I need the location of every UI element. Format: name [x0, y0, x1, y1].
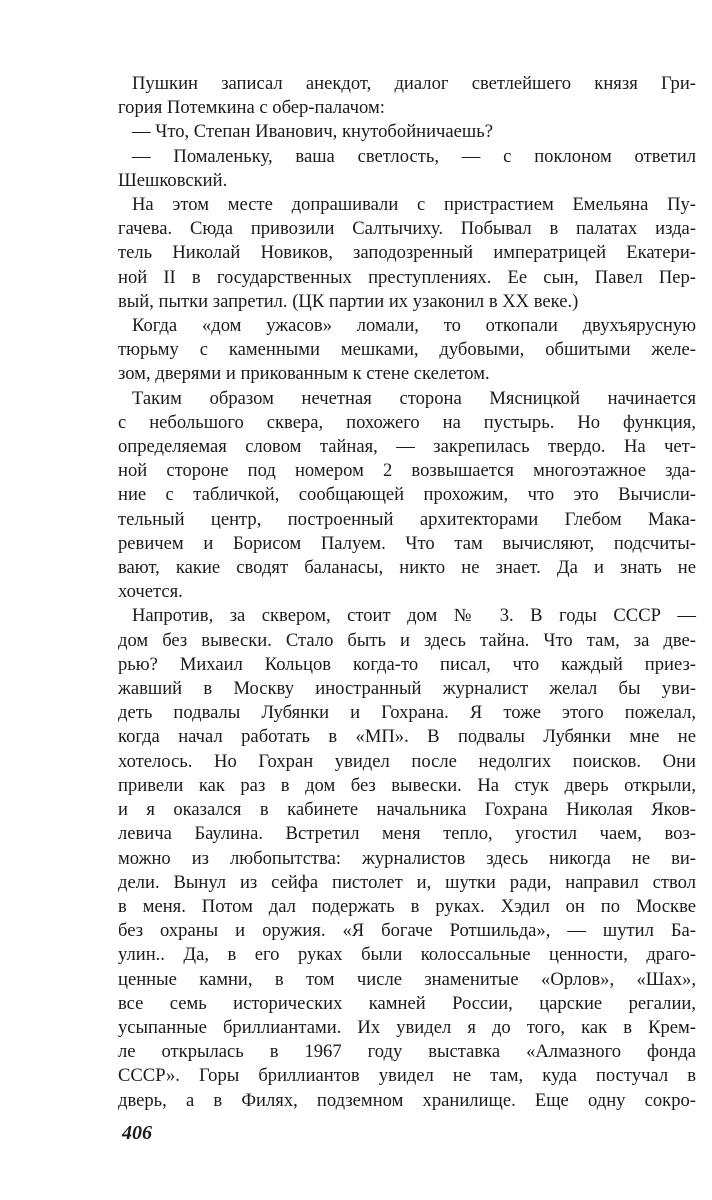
text-line: вый, пытки запретил. (ЦК партии их узаконил в XX веке.) [118, 290, 579, 312]
text-line: Пушкин записал анекдот, диалог светлейшего князя Гри- [132, 73, 696, 94]
text-line: — Помаленьку, ваша светлость, — с поклоном ответил [132, 145, 696, 167]
text-line: Когда «дом ужасов» ломали, то откопали двухъярусную [132, 315, 696, 337]
page-body [118, 72, 696, 1113]
text-line: усыпанные бриллиантами. Их увидел я до того, как в Крем- [118, 1016, 696, 1038]
text-line: тельный центр, построенный архитекторами Глебом Мака- [118, 508, 696, 530]
text-line: жавший в Москву иностранный журналист желал бы уви- [118, 678, 696, 700]
text-line: с небольшого сквера, похожего на пустырь. Но функция, [118, 411, 696, 433]
text-line: ной II в государственных преступлениях. Ее сын, Павел Пер- [118, 266, 696, 288]
text-line: ной стороне под номером 2 возвышается многоэтажное зда- [118, 460, 696, 482]
text-line: дели. Вынул из сейфа пистолет и, шутки ради, направил ствол [118, 871, 696, 893]
text-line: привели как раз в дом без вывески. На стук дверь открыли, [118, 774, 696, 796]
text-line: дверь, а в Филях, подземном хранилище. Еще одну сокро- [118, 1089, 696, 1111]
text-line: ценные камни, в том числе знаменитые «Орлов», «Шах», [118, 968, 696, 990]
text-line: в меня. Потом дал подержать в руках. Хэдил он по Москве [118, 895, 696, 917]
text-line: зом, дверями и прикованным к стене скелетом. [118, 363, 490, 385]
text-line: СССР». Горы бриллиантов увидел не там, куда постучал в [118, 1065, 696, 1087]
text-line: гория Потемкина с обер-палачом: [118, 97, 385, 119]
text-line: когда начал работать в «МП». В подвалы Лубянки мне не [118, 726, 696, 748]
text-line: левича Баулина. Встретил меня тепло, угостил чаем, воз- [118, 823, 696, 845]
text-line: все семь исторических камней России, царские регалии, [118, 992, 696, 1014]
text-line: деть подвалы Лубянки и Гохрана. Я тоже этого пожелал, [118, 702, 696, 724]
text-line: На этом месте допрашивали с пристрастием Емельяна Пу- [132, 194, 696, 216]
text-line: — Что, Степан Иванович, кнутобойничаешь? [132, 121, 493, 143]
text-line: Таким образом нечетная сторона Мясницкой начинается [132, 387, 696, 409]
text-line: и я оказался в кабинете начальника Гохрана Николая Яков- [118, 799, 696, 821]
text-line: хочется. [118, 581, 183, 603]
text-line: ние с табличкой, сообщающей прохожим, что это Вычисли- [118, 484, 696, 506]
text-line: без охраны и оружия. «Я богаче Ротшильда», — шутил Ба- [118, 920, 696, 942]
text-line: Напротив, за сквером, стоит дом № 3. В годы СССР — [132, 605, 696, 627]
text-line: Шешковский. [118, 169, 228, 191]
text-line: рью? Михаил Кольцов когда-то писал, что каждый приез- [118, 653, 696, 675]
text-line: дом без вывески. Стало быть и здесь тайна. Что там, за две- [118, 629, 696, 651]
text-line: тюрьму с каменными мешками, дубовыми, обшитыми желе- [118, 339, 696, 361]
text-line: ле открылась в 1967 году выставка «Алмазного фонда [118, 1041, 696, 1063]
text-line: вают, какие сводят баланасы, никто не знает. Да и знать не [118, 557, 696, 579]
text-line: тель Николай Новиков, заподозренный императрицей Екатери- [118, 242, 696, 264]
text-line: хотелось. Но Гохран увидел после недолгих поисков. Они [118, 750, 696, 772]
text-line: гачева. Сюда привозили Салтычиху. Побывал в палатах изда- [118, 218, 696, 240]
text-line: улин.. Да, в его руках были колоссальные ценности, драго- [118, 944, 696, 966]
text-line: можно из любопытства: журналистов здесь никогда не ви- [118, 847, 696, 869]
text-line: определяемая словом тайная, — закрепилась твердо. На чет- [118, 436, 696, 458]
page-number: 406 [122, 1122, 152, 1144]
text-line: ревичем и Борисом Палуем. Что там вычисляют, подсчиты- [118, 532, 696, 554]
